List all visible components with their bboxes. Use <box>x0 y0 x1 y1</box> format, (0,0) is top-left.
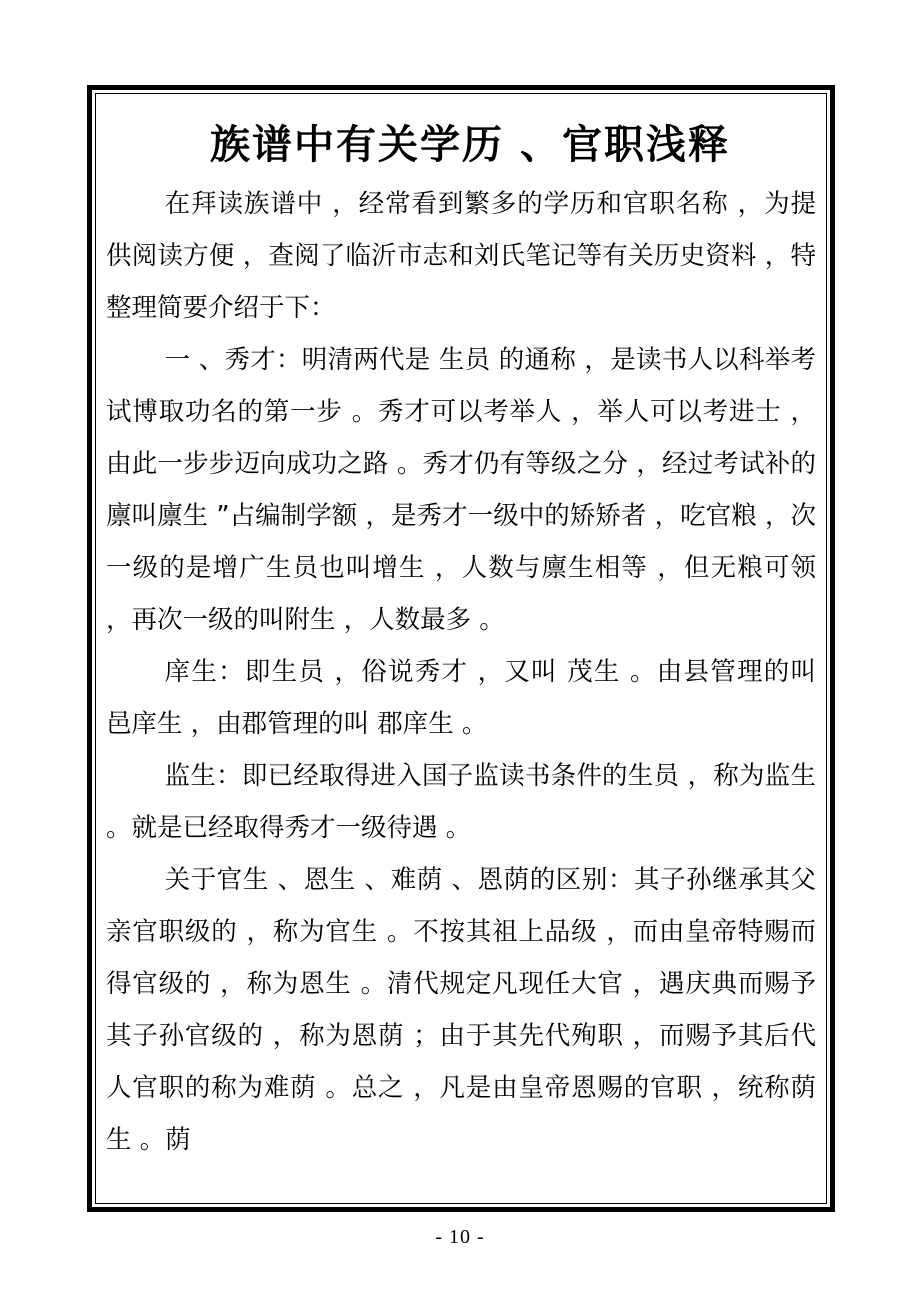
paragraph-intro: 在拜读族谱中 ，经常看到繁多的学历和官职名称 ，为提供阅读方便 ，查阅了临沂市志和刘氏笔记等有关历史资料 ，特整理简要介绍于下： <box>106 189 816 323</box>
paragraph-guansheng: 关于官生 、恩生 、难荫 、恩荫的区别：其子孙继承其父亲官职级的 ，称为官生 。不按其祖上品级 ，而由皇帝特赐而得官级的 ，称为恩生 。清代规定凡现任大官 ，遇庆典而赐予其子孙官级的 ，称为恩荫 ；由于其先代殉职 ，而赐予其后代人官职的称为难荫 。总之 ，凡是由皇帝恩赐的官职 ，统称荫生 。荫 <box>106 865 816 1155</box>
page-border-inner-line <box>95 93 827 1204</box>
paragraph-jiansheng: 监生：即已经取得进入国子监读书条件的生员 ，称为监生 。就是已经取得秀才一级待遇 。 <box>106 761 816 843</box>
page-number-footer: - 10 - <box>435 1226 485 1248</box>
paragraph-xiucai: 一 、秀才：明清两代是 生员 的通称 ，是读书人以科举考试博取功名的第一步 。秀才可以考举人 ，举人可以考进士 ，由此一步步迈向成功之路 。秀才仍有等级之分 ，经过考试补的廪叫廪生 ”占编制学额 ，是秀才一级中的矫矫者 ，吃官粮 ，次一级的是增广生员也叫增生 ，人数与廪生相等 ，但无粮可领 ，再次一级的叫附生 ，人数最多 。 <box>106 345 816 635</box>
page-border-frame <box>87 85 835 1212</box>
page-content-area <box>96 94 826 1203</box>
page-title: 族谱中有关学历 、官职浅释 <box>210 122 730 168</box>
paragraph-xiangsheng: 庠生：即生员 ，俗说秀才 ，又叫 茂生 。由县管理的叫 邑庠生 ，由郡管理的叫 郡庠生 。 <box>106 657 816 739</box>
